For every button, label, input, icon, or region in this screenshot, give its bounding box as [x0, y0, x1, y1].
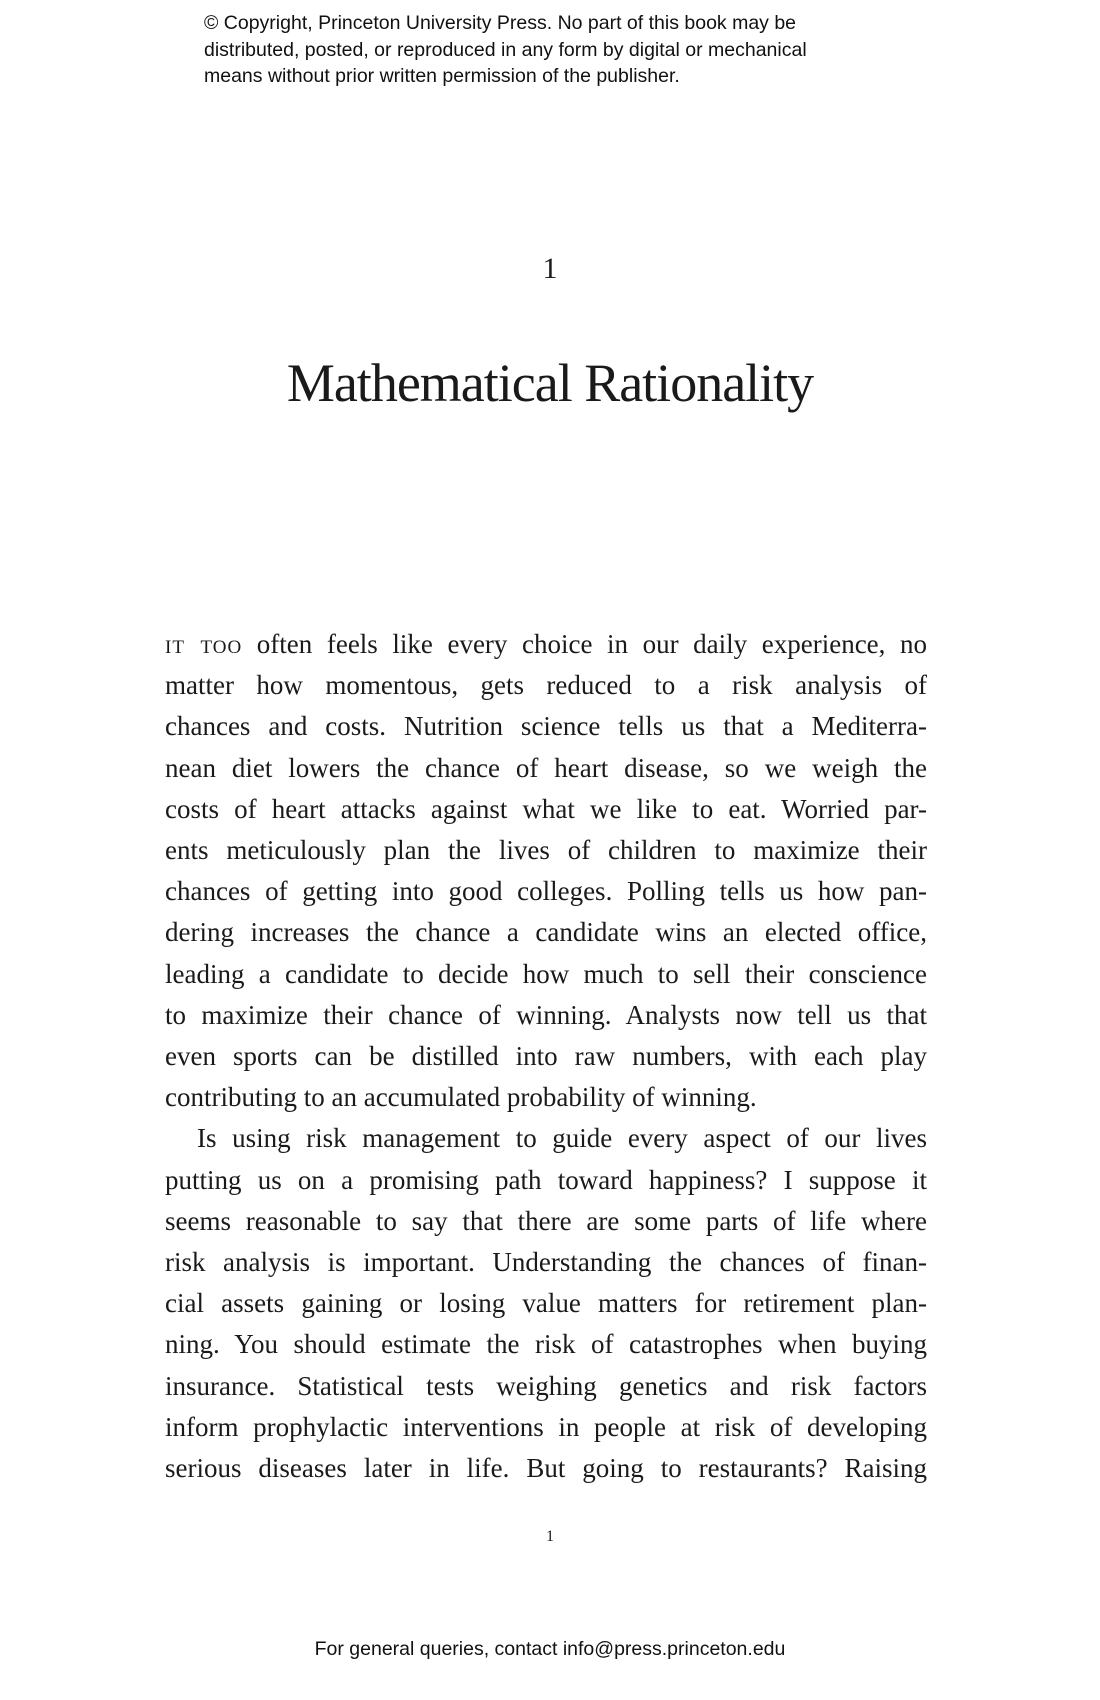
- paragraph-line: insurance. Statistical tests weighing genetics and risk factors: [165, 1370, 927, 1401]
- chapter-title: Mathematical Rationality: [286, 353, 814, 413]
- paragraph-line: inform prophylactic interventions in people at risk of developing: [165, 1411, 927, 1442]
- small-caps-lead: it too: [165, 629, 243, 659]
- paragraph-line: putting us on a promising path toward happiness? I suppose it: [165, 1164, 927, 1195]
- paragraph-line: to maximize their chance of winning. Analysts now tell us that: [165, 999, 927, 1030]
- chapter-number: 1: [542, 252, 558, 285]
- paragraph-line: risk analysis is important. Understanding the chances of finan-: [165, 1247, 927, 1278]
- paragraph-line: chances and costs. Nutrition science tells us that a Mediterra-: [165, 711, 927, 742]
- paragraph-line: contributing to an accumulated probability of winning.: [165, 1082, 757, 1113]
- copyright-line: © Copyright, Princeton University Press. No part of this book may be: [204, 12, 797, 34]
- paragraph-line: even sports can be distilled into raw numbers, with each play: [165, 1041, 927, 1072]
- page-number: 1: [546, 1528, 554, 1545]
- paragraph-line: cial assets gaining or losing value matters for retirement plan-: [165, 1288, 927, 1319]
- paragraph-line: serious diseases later in life. But going to restaurants? Raising: [165, 1453, 927, 1484]
- footer-contact: For general queries, contact info@press.princeton.edu: [314, 1638, 786, 1660]
- paragraph-line: it too often feels like every choice in our daily experience, no: [165, 629, 927, 659]
- paragraph-line: Is using risk management to guide every aspect of our lives: [197, 1123, 927, 1154]
- paragraph-line: ning. You should estimate the risk of catastrophes when buying: [165, 1329, 927, 1360]
- paragraph-line: matter how momentous, gets reduced to a risk analysis of: [165, 670, 927, 701]
- paragraph-line: costs of heart attacks against what we like to eat. Worried par-: [165, 793, 927, 824]
- paragraph-line: nean diet lowers the chance of heart disease, so we weigh the: [165, 752, 927, 783]
- copyright-notice: [204, 10, 807, 90]
- paragraph-line: chances of getting into good colleges. Polling tells us how pan-: [165, 876, 927, 907]
- paragraph-line: leading a candidate to decide how much to sell their conscience: [165, 958, 927, 989]
- paragraph-line: ents meticulously plan the lives of children to maximize their: [165, 835, 927, 866]
- paragraph-line: dering increases the chance a candidate wins an elected office,: [165, 917, 927, 948]
- copyright-line: distributed, posted, or reproduced in any form by digital or mechanical: [204, 38, 807, 61]
- paragraph-line: seems reasonable to say that there are some parts of life where: [165, 1205, 927, 1236]
- copyright-line: means without prior written permission of the publisher.: [204, 65, 680, 87]
- body-text: [165, 624, 927, 1489]
